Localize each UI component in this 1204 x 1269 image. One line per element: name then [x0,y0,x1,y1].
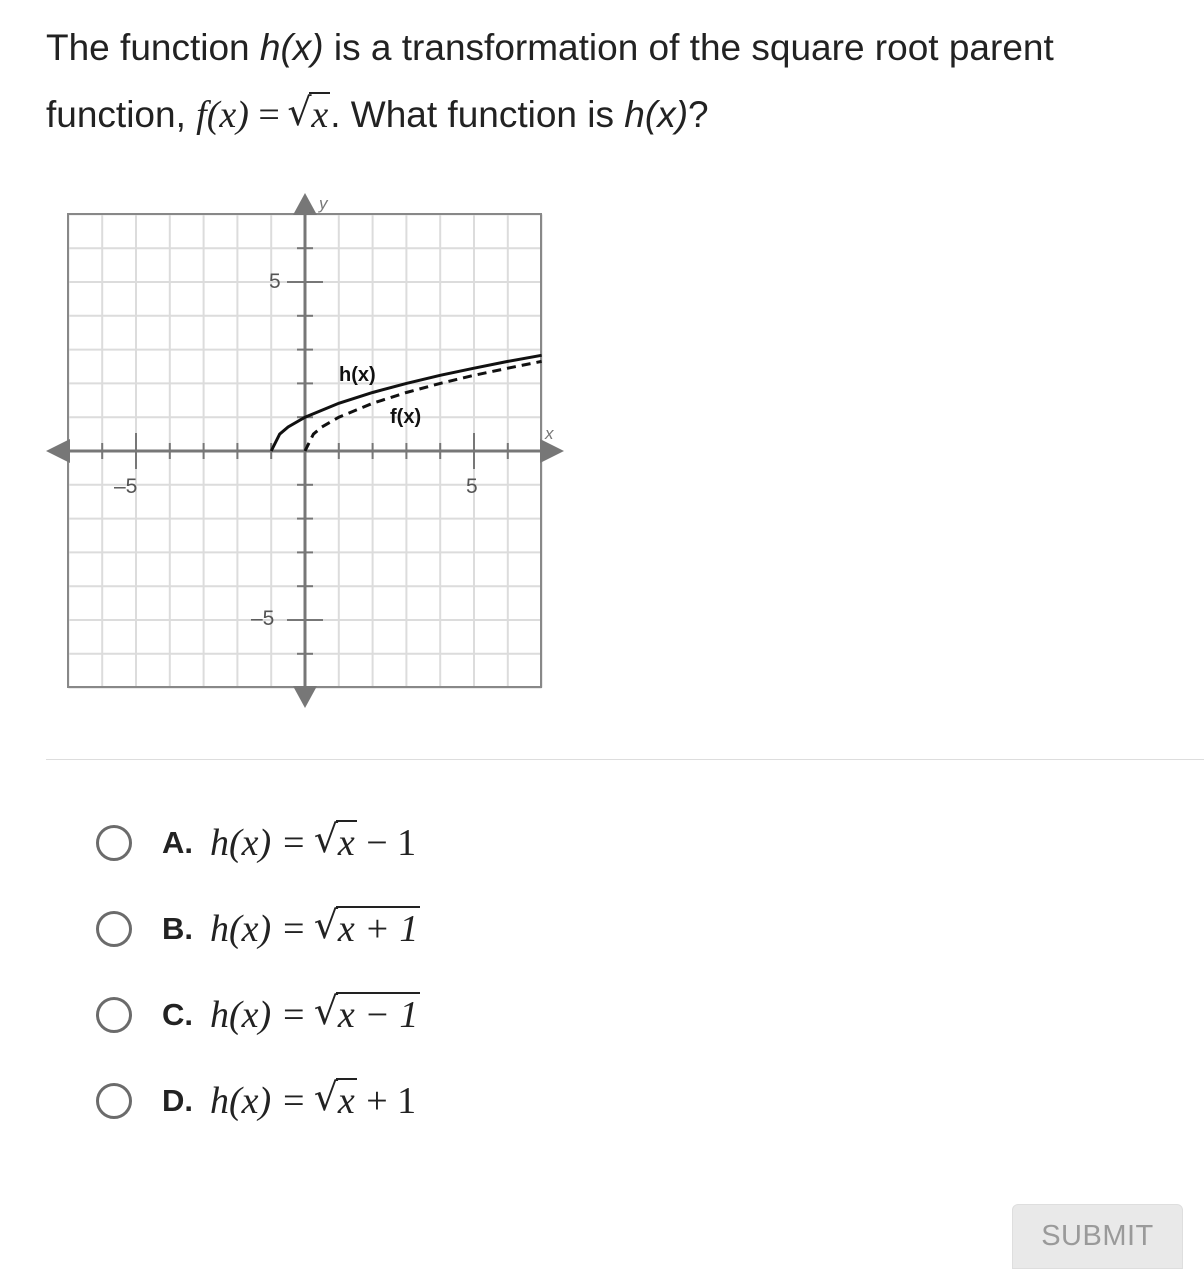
y-axis-arrow-down [293,686,317,708]
choice-letter: D. [162,1083,193,1118]
choice-a[interactable] [96,800,420,886]
expr-arg: (x) = [229,1080,316,1123]
question-part3: . What function is [330,94,625,135]
expr-post: + 1 [356,1080,417,1123]
question-text [46,14,1176,149]
x-axis-label: x [545,424,554,443]
y-axis-arrow-up [293,193,317,215]
expr-radical [316,1078,357,1124]
radio-button[interactable] [96,911,132,947]
choice-expression [210,992,420,1038]
tick-label-y-pos5: 5 [269,270,281,293]
expr-arg: (x) = [229,908,316,951]
radio-button[interactable] [96,997,132,1033]
choice-expression [210,820,416,866]
expr-radicand: x [337,1080,355,1123]
choice-b[interactable] [96,886,420,972]
question-hx: h(x) [259,27,324,68]
x-axis-arrow-left [46,439,70,463]
h-curve-label: h(x) [339,364,376,386]
expr-radical [316,906,421,952]
fdef-radical [289,82,330,149]
expr-arg: (x) = [229,822,316,865]
expr-arg: (x) = [229,994,316,1037]
question-part1: The function [46,27,260,68]
expr-func: h [210,1080,229,1123]
fdef-eq: = [248,94,290,136]
expr-func: h [210,908,229,951]
function-graph [40,185,580,720]
fdef-radicand: x [311,94,329,136]
expr-radicand: x [337,822,355,865]
tick-label-x-neg5: –5 [114,475,138,498]
choice-letter: B. [162,911,193,946]
question-part2: is a transformation of the square root parent function, [46,27,1054,135]
expr-post: − 1 [356,822,417,865]
choice-letter: C. [162,997,193,1032]
expr-func: h [210,994,229,1037]
choice-expression [210,906,420,952]
choice-letter: A. [162,825,193,860]
fdef-lhs: f [196,94,207,136]
submit-button[interactable]: SUBMIT [1012,1204,1183,1269]
radio-button[interactable] [96,825,132,861]
question-hx-2: h(x) [624,94,689,135]
divider [46,759,1204,760]
choice-d[interactable] [96,1058,420,1144]
choice-c[interactable] [96,972,420,1058]
choice-expression [210,1078,416,1124]
question-part4: ? [688,94,709,135]
expr-radical [316,820,357,866]
expr-radicand: x + 1 [337,908,419,951]
expr-radicand: x − 1 [337,994,419,1037]
radio-button[interactable] [96,1083,132,1119]
expr-radical [316,992,421,1038]
answer-choices [96,800,420,1144]
tick-label-x-pos5: 5 [466,475,478,498]
y-axis-label: y [319,194,328,213]
expr-func: h [210,822,229,865]
f-curve-label: f(x) [390,406,422,428]
tick-label-y-neg5: –5 [251,607,275,630]
fdef-arg: (x) [206,94,249,136]
